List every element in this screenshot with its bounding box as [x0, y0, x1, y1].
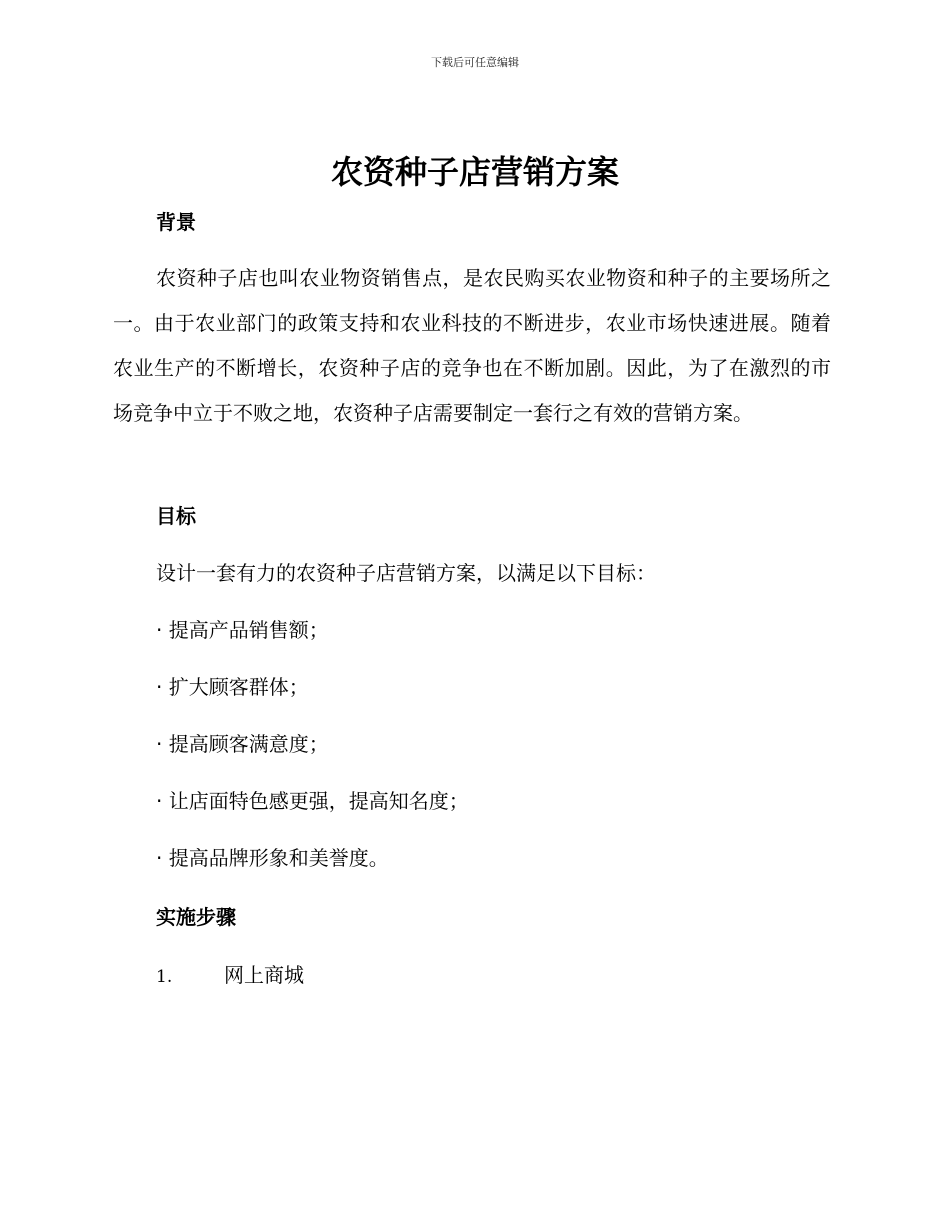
page-header-note: 下载后可任意编辑 [431, 56, 519, 69]
goal-item: · 提高产品销售额； [156, 618, 329, 642]
goal-item: · 扩大顾客群体； [156, 675, 309, 699]
section-heading-background: 背景 [156, 210, 196, 234]
goals-intro: 设计一套有力的农资种子店营销方案，以满足以下目标： [156, 561, 656, 585]
goal-item: · 提高品牌形象和美誉度。 [156, 846, 389, 870]
step-number: 1. [156, 967, 173, 987]
section-heading-goals: 目标 [156, 504, 196, 528]
goal-item: · 提高顾客满意度； [156, 732, 329, 756]
step-label: 网上商城 [224, 963, 304, 987]
goal-item: · 让店面特色感更强，提高知名度； [156, 789, 469, 813]
step-item [156, 961, 304, 991]
document-title: 农资种子店营销方案 [330, 153, 619, 191]
background-paragraph: 农资种子店也叫农业物资销售点，是农民购买农业物资和种子的主要场所之一。由于农业部门的政策支持和农业科技的不断进步，农业市场快速进展。随着农业生产的不断增长，农资种子店的竞争也在不断加剧。因此，为了在激烈的市场竞争中立于不败之地，农资种子店需要制定一套行之有效的营销方案。 [113, 266, 831, 425]
section-heading-steps: 实施步骤 [156, 905, 236, 929]
